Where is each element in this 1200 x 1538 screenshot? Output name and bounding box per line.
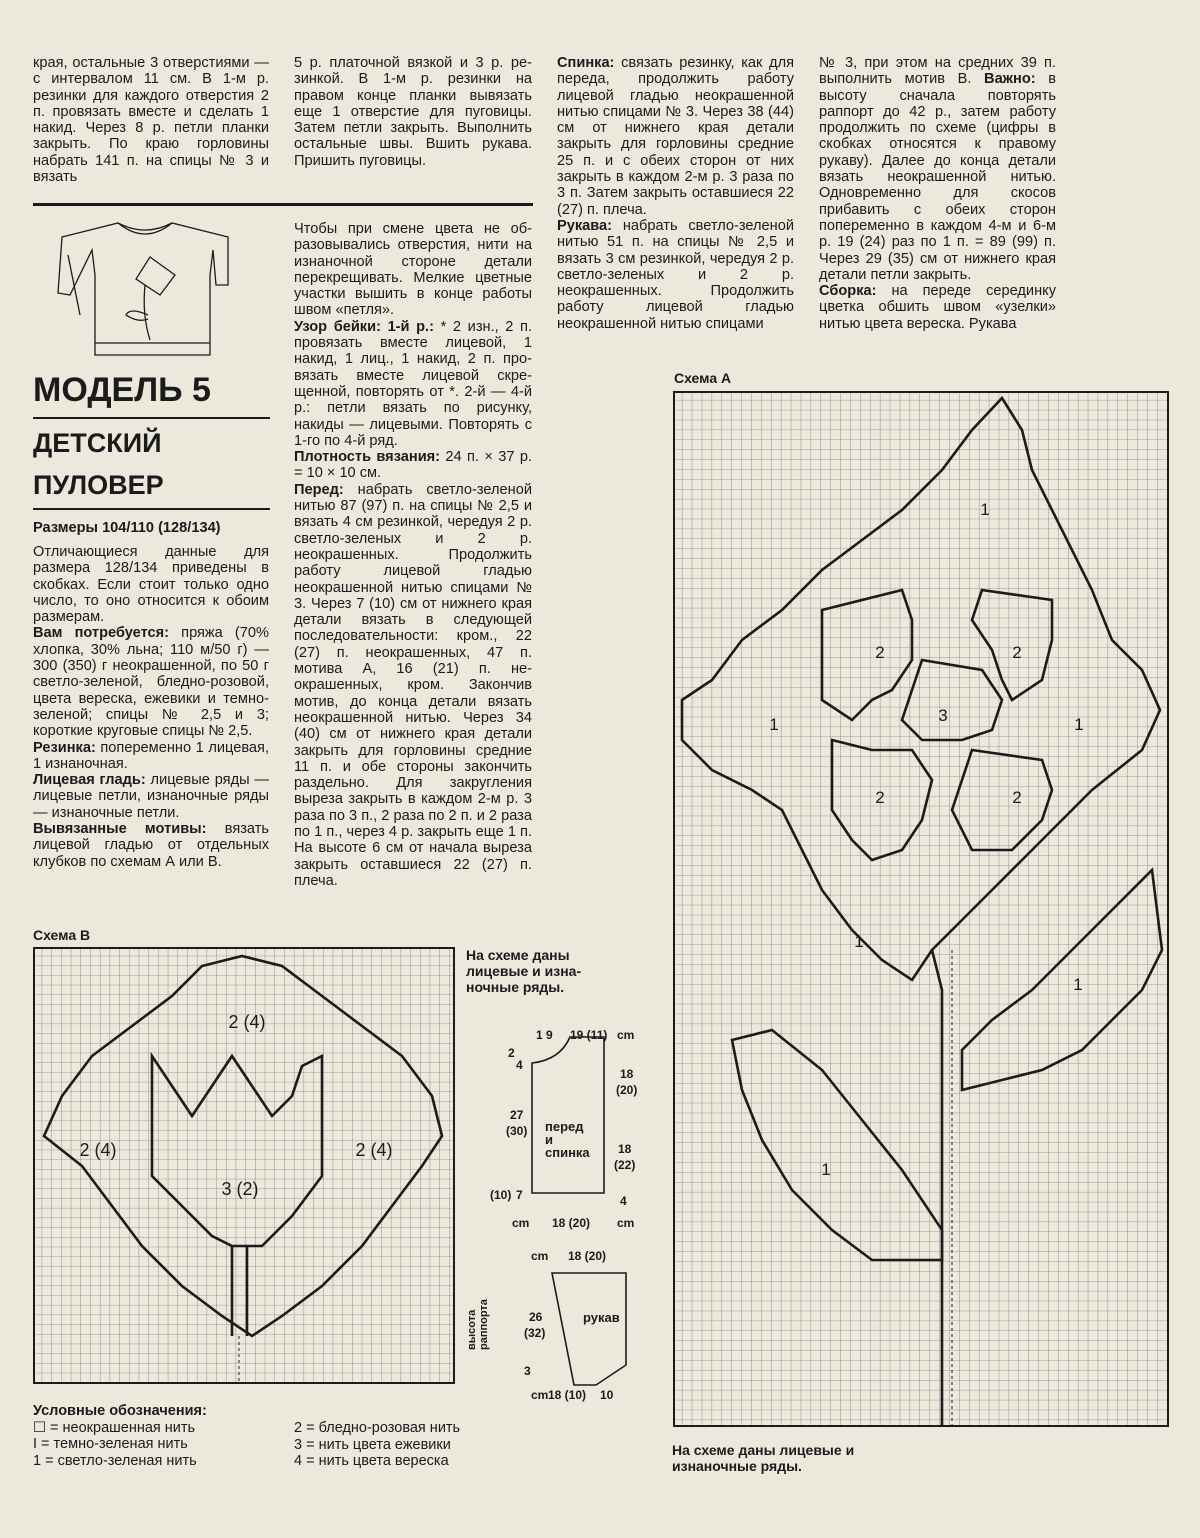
schema-b-label: Схема В [33, 927, 91, 943]
col2-top-text: 5 р. платочной вязкой и 3 р. резинкой. В 1-м р. резинки на правом конце планки вывязать еще 1 отверстие для пуговицы. Затем петли закрыть. Выполнить остальные швы. Вшить рукава. Пришить пуговицы. [294, 55, 532, 169]
schema-b-side-label: высота раппорта [466, 1299, 490, 1350]
pattern-dim: 10 [600, 1388, 614, 1402]
pattern-dim: 4 [620, 1194, 627, 1208]
pattern-dim: 18 (10) [548, 1388, 587, 1402]
schema-a-num: 1 [1073, 975, 1083, 994]
schema-a-num: 2 [875, 643, 885, 662]
pattern-dim: (32) [524, 1326, 546, 1340]
sleeve-label: рукав [583, 1310, 620, 1325]
schema-a-num: 1 [1074, 715, 1084, 734]
col3-body: Спинка: связать резинку, как для переда, продолжить работу лицевой гладью неокрашенной нитью спицами № 3. Через 38 (44) см от нижнего края детали закрыть для горловины средние 25 п. и с обеих сторон от них закрыть в каждом 2-м р. 3 раза по 3 п. Затем закрыть оставшиеся 22 (27) п. плеча. Рукава: набрать светло-зеленой нитью 51 п. на спицы № 2,5 и вязать 3 см резинкой, чередуя 2 р. светло-зеленых и 2 р. неокрашенных. Продолжить работу лицевой гладью неокрашенной нитью спицами [557, 55, 794, 332]
legend-item: 3 = нить цвета ежевики [294, 1436, 451, 1453]
pattern-drawings [490, 1025, 650, 1405]
pattern-dim: 18 (20) [568, 1249, 607, 1263]
pattern-dim: cm [531, 1388, 549, 1402]
schema-a-num: 2 [1012, 643, 1022, 662]
schema-b-num: 2 (4) [79, 1140, 117, 1160]
legend-item: 1 = светло-зеленая нить [33, 1452, 197, 1469]
pattern-dim: cm [531, 1249, 549, 1263]
schema-a-num: 1 [854, 932, 864, 951]
col2-body: Чтобы при смене цвета не образовывались отверстия, нити на изнаночной стороне детали перекрещивать. Мелкие цветные участки вышить в конце работы швом «петля». Узор бейки: 1-й р.: * 2 изн., 2 п. провязать вместе лицевой, 1 накид, 1 лиц., 1 накид, 2 п. провязать вместе лицевой скрещенной, повторять от *. 2-й — 4-й р.: петли вязать по рисунку, накиды — лицевыми. Повторять с 1-го по 4-й ряд. Плотность вязания: 24 п. × 37 р. = 10 × 10 см. Перед: набрать светло-зеленой нитью 87 (97) п. на спицы № 2,5 и вязать 4 см резинкой, чередуя 2 р. светло-зеленых и 2 р. неокрашенных. Продолжить работу лицевой гладью неокрашенной нитью спицами № 3. Через 7 (10) см от нижнего края детали вязать в следующей последовательности: кром., 22 (27) п. неокрашенных, 47 п. мотива А, 16 (21) п. неокрашенных, кром. Закончив мотив, до конца детали вязать неокрашенной нитью. Через 34 (40) см от нижнего края детали закрыть для горловины средние 11 п. и обе стороны закончить раздельно. Для закругления выреза закрыть в каждом 2-м р. 3 раза по 3 п., 2 раза по 2 п. и 2 раза по 1 п., через 4 р. закрыть еще 1 п. На высоте 6 см от начала выреза закрыть оставшиеся 22 (27) п. плеча. [294, 221, 533, 889]
title-line2: ПУЛОВЕР [33, 470, 164, 500]
pattern-dim: 18 [618, 1142, 632, 1156]
model-label: МОДЕЛЬ 5 [33, 371, 211, 409]
pattern-dim: 27 [510, 1108, 524, 1122]
pattern-dim: 4 [516, 1058, 523, 1072]
pattern-dim: cm [617, 1216, 635, 1230]
sizes-heading: Размеры 104/110 (128/134) [33, 520, 221, 536]
col1-body: Отличающиеся данные для размера 128/134 приведены в скобках. Если стоит только одно число, то оно относится к обоим размерам. Вам потребуется: пряжа (70% хлопка, 30% льна; 110 м/50 г) — 300 (350) г неокрашенной, по 50 г светло-зеленой, бледно-розовой, цвета вереска, ежевики и темно-зеленой; спицы № 2,5 и 3; короткие круговые спицы № 2,5. Резинка: попеременно 1 лицевая, 1 изнаночная. Лицевая гладь: лицевые ряды — лицевые петли, изнаночные ряды — изнаночные петли. Вывязанные мотивы: вязать лицевой гладью от отдельных клубков по схемам А или В. [33, 544, 269, 870]
title-line1: ДЕТСКИЙ [33, 428, 162, 458]
schema-a-num: 1 [769, 715, 779, 734]
pattern-dim: 19 (11) [570, 1028, 608, 1042]
schema-b-note: На схеме даны лицевые и изнаночные ряды. [466, 947, 582, 995]
col4-body: № 3, при этом на средних 39 п. выполнить мотив В. Важно: в высоту сначала повторять раппорт до 42 р., затем работу продолжить по схеме (цифры в скобках относятся к правому рукаву). Далее до конца детали вязать неокрашенной нитью. Одновременно для скосов прибавить с обеих сторон попеременно в каждом 4-м и 6-м р. 19 (24) раз по 1 п. = 89 (99) п. Через 29 (35) см от нижнего края детали петли закрыть. Сборка: на переде серединку цветка обшить швом «узелки» нитью цвета вереска. Рукава [819, 55, 1056, 332]
pattern-dim: (20) [616, 1083, 638, 1097]
schema-a-num: 3 [938, 706, 948, 725]
legend [33, 1403, 207, 1469]
schema-a-chart [672, 390, 1170, 1430]
pattern-dim: cm [617, 1028, 635, 1042]
section-divider [33, 203, 533, 206]
schema-a-note: На схеме даны лицевые и изнаночные ряды. [672, 1442, 855, 1474]
legend-item: ☐ = неокрашенная нить [33, 1419, 196, 1436]
pattern-dim: 3 [524, 1364, 531, 1378]
title-rule-1 [33, 417, 270, 419]
pattern-dim: 18 (20) [552, 1216, 591, 1230]
pattern-dim: 1 [536, 1028, 543, 1042]
sweater-illustration [50, 215, 240, 370]
title-rule-2 [33, 508, 270, 510]
pattern-dim: 18 [620, 1067, 634, 1081]
legend-item: 4 = нить цвета вереска [294, 1453, 449, 1469]
legend-2 [294, 1420, 460, 1470]
pattern-dim: 2 [508, 1046, 515, 1060]
schema-b-chart [32, 946, 457, 1386]
schema-a-num: 2 [1012, 788, 1022, 807]
pattern-dim: (10) [490, 1188, 512, 1202]
schema-b-num: 2 (4) [355, 1140, 393, 1160]
legend-item: I = темно-зеленая нить [33, 1436, 188, 1452]
front-back-piece [532, 1037, 604, 1193]
pattern-dim: cm [512, 1216, 530, 1230]
sleeve-piece [552, 1273, 626, 1385]
pattern-dim: 7 [516, 1188, 523, 1202]
pattern-dim: 26 [529, 1310, 543, 1324]
schema-a-num: 2 [875, 788, 885, 807]
schema-b-num: 2 (4) [228, 1012, 266, 1032]
pattern-dim: (30) [506, 1124, 528, 1138]
front-back-label: перед и спинка [545, 1119, 590, 1160]
schema-b-num: 3 (2) [221, 1179, 259, 1199]
legend-title: Условные обозначения: [33, 1403, 207, 1419]
schema-a-label: Схема А [674, 370, 732, 386]
pattern-dim: (22) [614, 1158, 636, 1172]
schema-a-num: 1 [821, 1160, 831, 1179]
legend-item: 2 = бледно-розовая нить [294, 1420, 461, 1436]
pattern-dim: 9 [546, 1028, 553, 1042]
col1-top-text: края, остальные 3 отверстиями — с интервалом 11 см. В 1-м р. резинки для каждого отверстия 2 п. провязать вместе и сделать 1 накид. Через 8 р. петли планки закрыть. По краю горловины набрать 141 п. на спицы № 3 и вязать [33, 55, 269, 186]
schema-a-num: 1 [980, 500, 990, 519]
